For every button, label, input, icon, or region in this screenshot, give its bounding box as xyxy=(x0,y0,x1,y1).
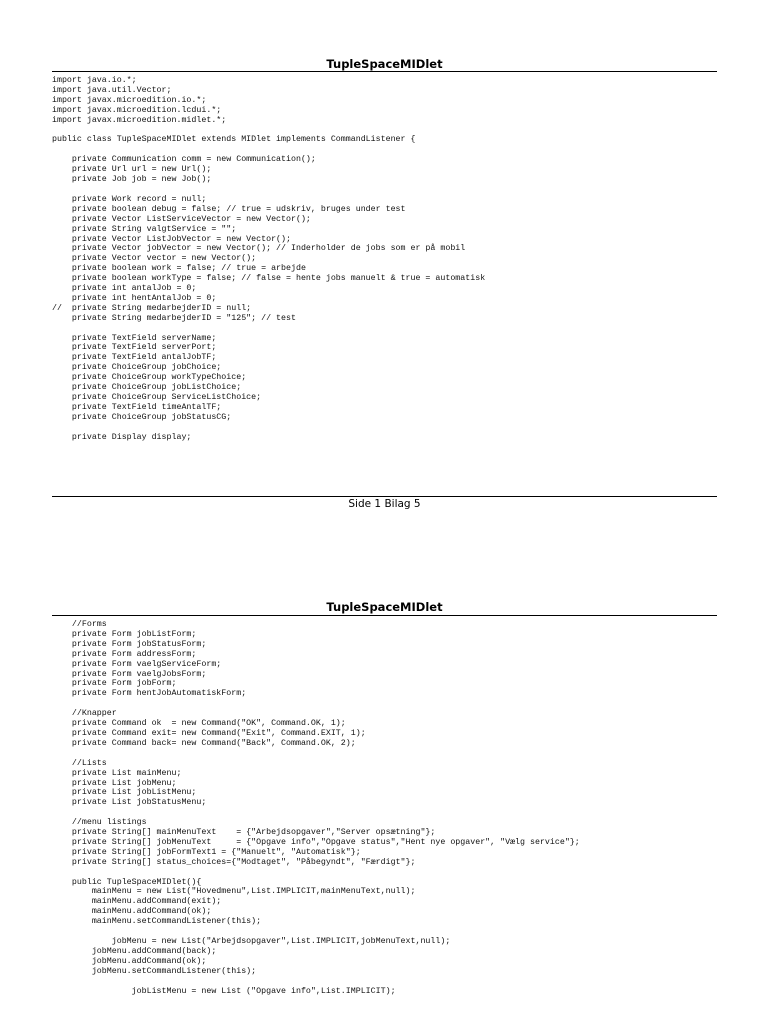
code-block: import java.io.*; import java.util.Vector; import javax.microedition.io.*; import javax.microedition.lcdui.*; import javax.microedition.midlet.*; public class TupleSpaceMIDlet extends MIDlet implements CommandListener { private Communication comm = new Communication(); private Url url = new Url(); private Job job = new Job(); private Work record = null; private boolean debug = false; // true = udskriv, bruges under test private Vector ListServiceVector = new Vector(); private String valgtService = ""; private Vector ListJobVector = new Vector(); private Vector jobVector = new Vector(); // Inderholder de jobs som er på mobil private Vector vector = new Vector(); private boolean work = false; // true = arbejde private boolean workType = false; // false = hente jobs manuelt & true = automatisk private int antalJob = 0; private int hentAntalJob = 0; // private String medarbejderID = null; private String medarbejderID = "125"; // test private TextField serverName; private TextField serverPort; private TextField antalJobTF; private ChoiceGroup jobChoice; private ChoiceGroup workTypeChoice; private ChoiceGroup jobListChoice; private ChoiceGroup ServiceListChoice; private TextField timeAntalTF; private ChoiceGroup jobStatusCG; private Display display; xyxy=(52,76,486,442)
header-divider xyxy=(52,71,717,72)
page-title: TupleSpaceMIDlet xyxy=(326,57,443,71)
page-title: TupleSpaceMIDlet xyxy=(326,600,443,614)
header-divider xyxy=(52,615,717,616)
page-footer: Side 1 Bilag 5 xyxy=(348,498,421,510)
code-block: //Forms private Form jobListForm; private Form jobStatusForm; private Form addressForm; private Form vaelgServiceForm; private Form vaelgJobsForm; private Form jobForm; private Form hentJobAutomatiskForm; //Knapper private Command ok = new Command("OK", Command.OK, 1); private Command exit= new Command("Exit", Command.EXIT, 1); private Command back= new Command("Back", Command.OK, 2); //Lists private List mainMenu; private List jobMenu; private List jobListMenu; private List jobStatusMenu; //menu listings private String[] mainMenuText = {"Arbejdsopgaver","Server opsætning"}; private String[] jobMenuText = {"Opgave info","Opgave status","Hent nye opgaver", "Vælg service"}; private String[] jobFormText1 = {"Manuelt", "Automatisk"}; private String[] status_choices={"Modtaget", "Påbegyndt", "Færdigt"}; public TupleSpaceMIDlet(){ mainMenu = new List("Hovedmenu",List.IMPLICIT,mainMenuText,null); mainMenu.addCommand(exit); mainMenu.addCommand(ok); mainMenu.setCommandListener(this); jobMenu = new List("Arbejdsopgaver",List.IMPLICIT,jobMenuText,null); jobMenu.addCommand(back); jobMenu.addCommand(ok); jobMenu.setCommandListener(this); jobListMenu = new List ("Opgave info",List.IMPLICIT); xyxy=(71,620,580,996)
footer-divider xyxy=(52,496,717,497)
